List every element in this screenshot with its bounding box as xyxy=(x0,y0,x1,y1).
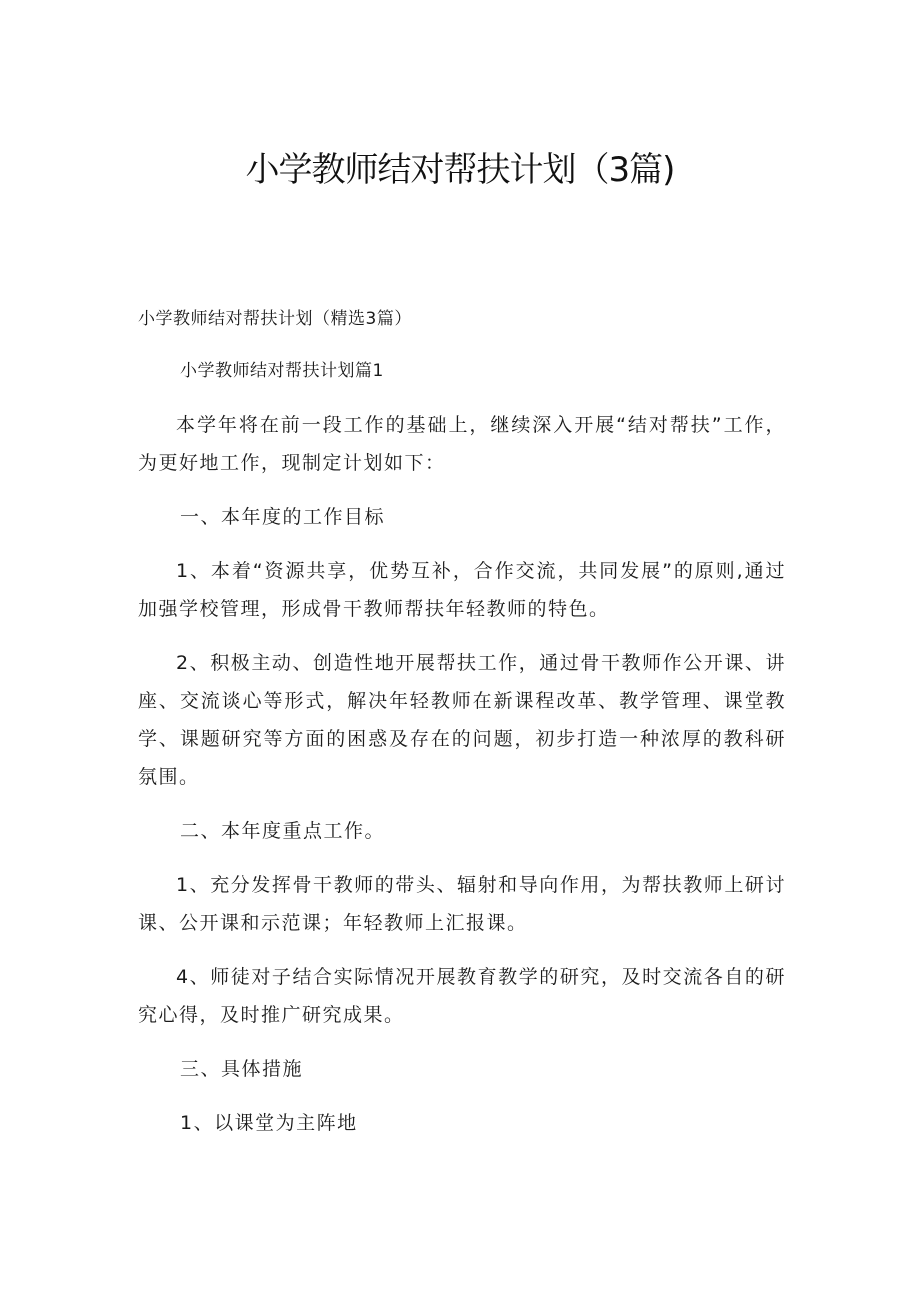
article-heading: 小学教师结对帮扶计划篇1 xyxy=(180,361,384,381)
section2-item-4: 4、师徒对子结合实际情况开展教育教学的研究，及时交流各自的研究心得，及时推广研究成果。 xyxy=(138,966,786,1026)
section-heading-2: 二、本年度重点工作。 xyxy=(180,820,386,842)
section-heading-1: 一、本年度的工作目标 xyxy=(180,506,386,528)
document-body xyxy=(138,300,786,1158)
document-title: 小学教师结对帮扶计划（3篇) xyxy=(245,150,675,190)
section1-item-1: 1、本着“资源共享，优势互补，合作交流，共同发展”的原则,通过加强学校管理，形成骨干教师帮扶年轻教师的特色。 xyxy=(138,560,786,620)
section2-item-1: 1、充分发挥骨干教师的带头、辐射和导向作用，为帮扶教师上研讨课、公开课和示范课；年轻教师上汇报课。 xyxy=(138,874,786,934)
intro-paragraph: 本学年将在前一段工作的基础上，继续深入开展“结对帮扶”工作，为更好地工作，现制定计划如下： xyxy=(138,414,786,474)
section3-item-1: 1、以课堂为主阵地 xyxy=(180,1112,358,1134)
section-heading-3: 三、具体措施 xyxy=(180,1058,304,1080)
document-subtitle: 小学教师结对帮扶计划（精选3篇） xyxy=(138,309,412,329)
section1-item-2: 2、积极主动、创造性地开展帮扶工作，通过骨干教师作公开课、讲座、交流谈心等形式，解决年轻教师在新课程改革、教学管理、课堂教学、课题研究等方面的困惑及存在的问题，初步打造一种浓厚的教科研氛围。 xyxy=(138,652,786,788)
